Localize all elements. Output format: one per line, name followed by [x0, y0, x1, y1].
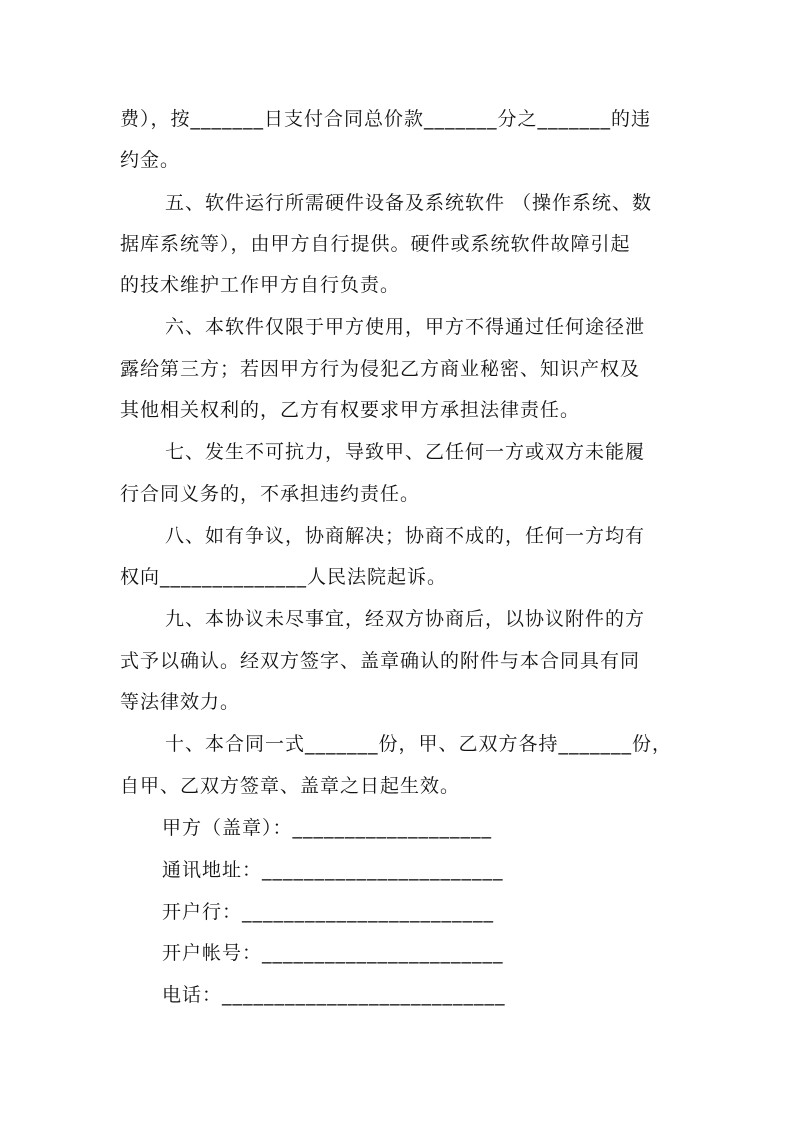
paragraph-line: 据库系统等），由甲方自行提供。硬件或系统软件故障引起 [120, 233, 631, 255]
paragraph-line: 的技术维护工作甲方自行负责。 [120, 274, 401, 296]
clause-six-line: 六、本软件仅限于甲方使用，甲方不得通过任何途径泄 [165, 316, 646, 338]
paragraph-line: 权向______________人民法院起诉。 [120, 566, 448, 588]
clause-five-line: 五、软件运行所需硬件设备及系统软件 （操作系统、数 [165, 192, 653, 214]
signature-bank: 开户行：________________________ [162, 901, 495, 923]
paragraph-line: 行合同义务的，不承担违约责任。 [120, 483, 421, 505]
paragraph-line: 式予以确认。经双方签字、盖章确认的附件与本合同具有同 [120, 650, 641, 672]
signature-address: 通讯地址：_______________________ [162, 859, 504, 881]
clause-seven-line: 七、发生不可抗力，导致甲、乙任何一方或双方未能履 [165, 441, 646, 463]
signature-party-a: 甲方（盖章）：___________________ [162, 817, 493, 839]
paragraph-line: 其他相关权利的，乙方有权要求甲方承担法律责任。 [120, 399, 581, 421]
signature-account: 开户帐号：_______________________ [162, 942, 504, 964]
signature-phone: 电话：___________________________ [162, 984, 506, 1006]
paragraph-line: 约金。 [120, 149, 181, 171]
clause-ten-line: 十、本合同一式_______份，甲、乙双方各持_______份， [165, 733, 673, 755]
paragraph-line: 等法律效力。 [120, 691, 241, 713]
clause-nine-line: 九、本协议未尽事宜，经双方协商后，以协议附件的方 [165, 608, 646, 630]
paragraph-line: 露给第三方；若因甲方行为侵犯乙方商业秘密、知识产权及 [120, 358, 641, 380]
clause-eight-line: 八、如有争议，协商解决；协商不成的，任何一方均有 [165, 525, 646, 547]
paragraph-line: 自甲、乙双方签章、盖章之日起生效。 [120, 775, 461, 797]
paragraph-line: 费），按_______日支付合同总价款_______分之_______的违 [120, 108, 652, 130]
